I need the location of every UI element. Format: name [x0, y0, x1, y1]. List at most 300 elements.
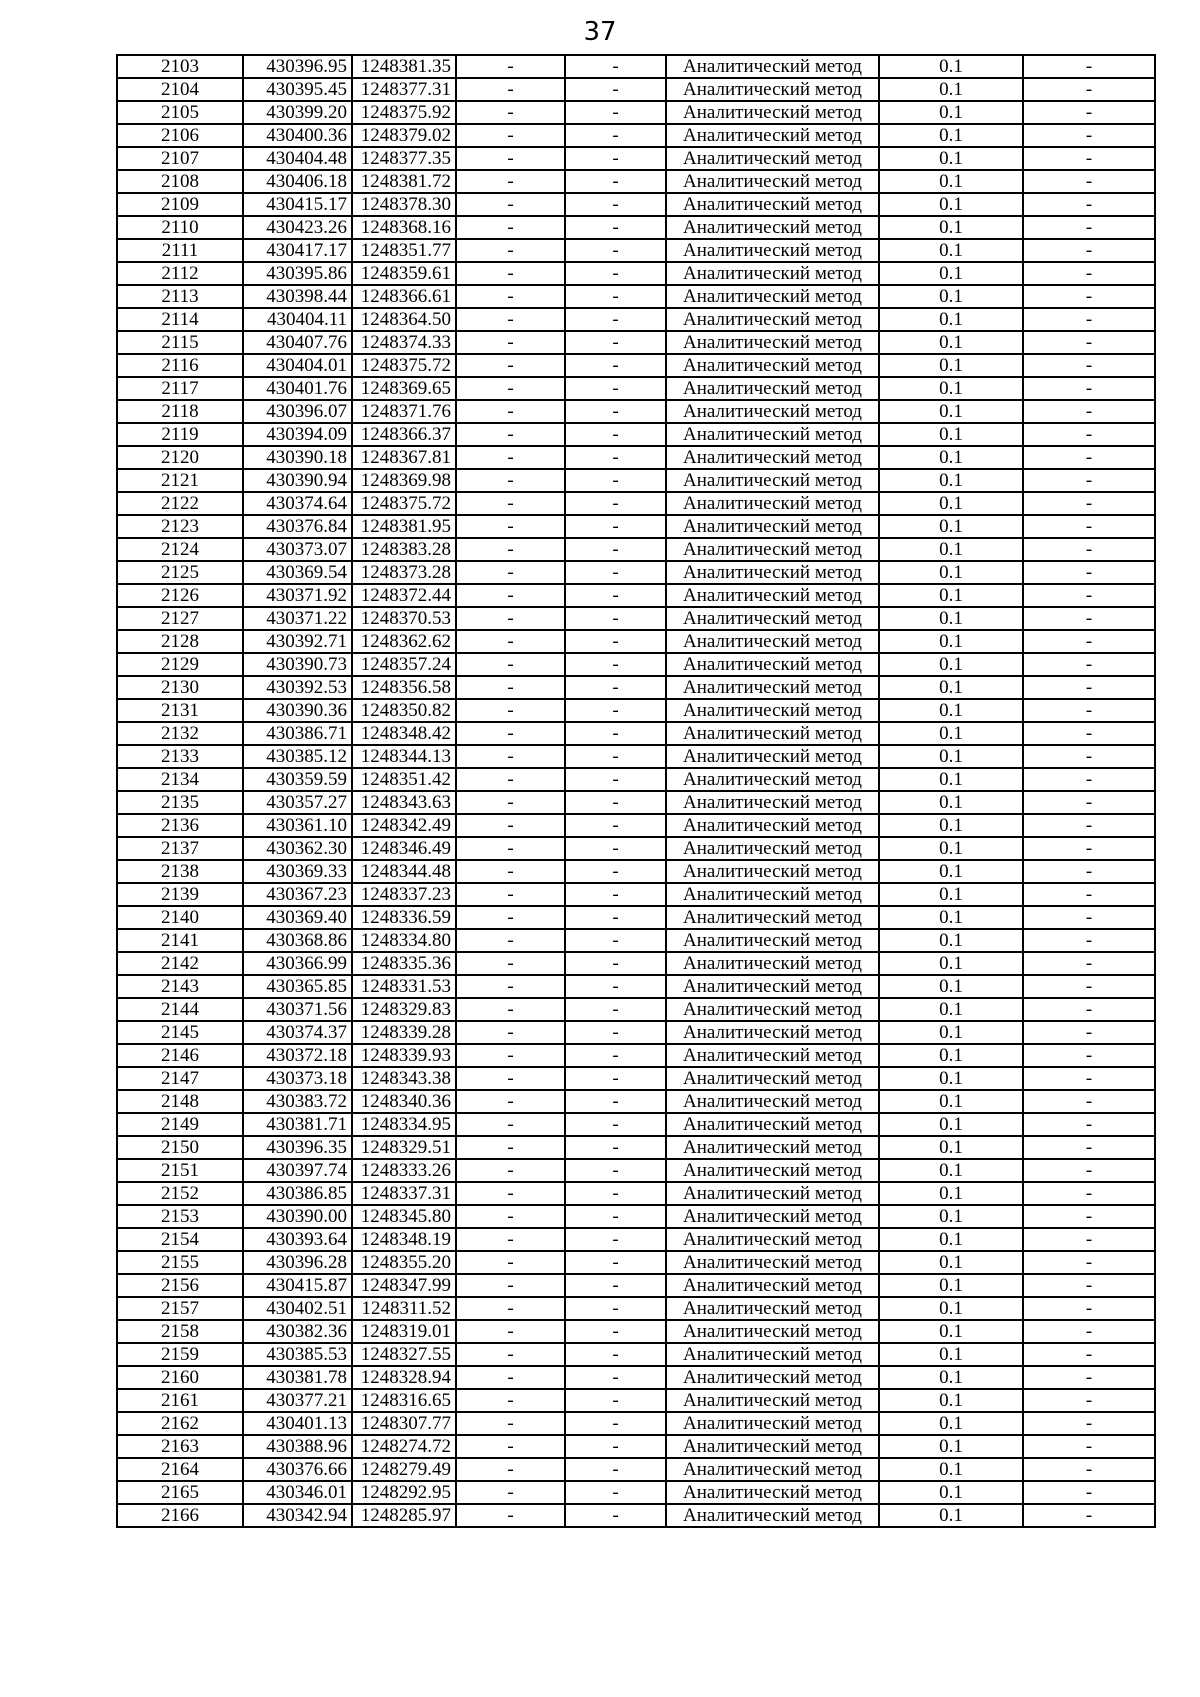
empty-value-cell: -	[1023, 952, 1155, 975]
empty-value-cell: -	[565, 1412, 666, 1435]
x-coordinate-cell: 430392.71	[243, 630, 352, 653]
empty-value-cell: -	[1023, 1021, 1155, 1044]
method-cell: Аналитический метод	[666, 860, 879, 883]
x-coordinate-cell: 430394.09	[243, 423, 352, 446]
point-number-cell: 2150	[117, 1136, 243, 1159]
empty-value-cell: -	[1023, 262, 1155, 285]
empty-value-cell: -	[565, 630, 666, 653]
y-coordinate-cell: 1248344.13	[352, 745, 456, 768]
table-row	[117, 768, 1155, 791]
point-number-cell: 2115	[117, 331, 243, 354]
empty-value-cell: -	[1023, 331, 1155, 354]
point-number-cell: 2157	[117, 1297, 243, 1320]
point-number-cell: 2156	[117, 1274, 243, 1297]
empty-value-cell: -	[1023, 423, 1155, 446]
method-cell: Аналитический метод	[666, 538, 879, 561]
y-coordinate-cell: 1248375.72	[352, 354, 456, 377]
empty-value-cell: -	[456, 1343, 565, 1366]
x-coordinate-cell: 430396.07	[243, 400, 352, 423]
accuracy-cell: 0.1	[879, 78, 1023, 101]
empty-value-cell: -	[565, 1504, 666, 1527]
table-row	[117, 1136, 1155, 1159]
empty-value-cell: -	[565, 124, 666, 147]
empty-value-cell: -	[565, 492, 666, 515]
table-row	[117, 1021, 1155, 1044]
x-coordinate-cell: 430390.18	[243, 446, 352, 469]
table-row	[117, 354, 1155, 377]
empty-value-cell: -	[1023, 216, 1155, 239]
x-coordinate-cell: 430346.01	[243, 1481, 352, 1504]
empty-value-cell: -	[456, 722, 565, 745]
empty-value-cell: -	[456, 1481, 565, 1504]
point-number-cell: 2153	[117, 1205, 243, 1228]
empty-value-cell: -	[1023, 101, 1155, 124]
y-coordinate-cell: 1248339.28	[352, 1021, 456, 1044]
y-coordinate-cell: 1248319.01	[352, 1320, 456, 1343]
y-coordinate-cell: 1248337.23	[352, 883, 456, 906]
empty-value-cell: -	[565, 538, 666, 561]
y-coordinate-cell: 1248381.72	[352, 170, 456, 193]
point-number-cell: 2132	[117, 722, 243, 745]
y-coordinate-cell: 1248350.82	[352, 699, 456, 722]
accuracy-cell: 0.1	[879, 262, 1023, 285]
accuracy-cell: 0.1	[879, 400, 1023, 423]
method-cell: Аналитический метод	[666, 193, 879, 216]
x-coordinate-cell: 430359.59	[243, 768, 352, 791]
empty-value-cell: -	[456, 377, 565, 400]
accuracy-cell: 0.1	[879, 768, 1023, 791]
page-number: 37	[583, 17, 617, 47]
x-coordinate-cell: 430401.13	[243, 1412, 352, 1435]
x-coordinate-cell: 430402.51	[243, 1297, 352, 1320]
point-number-cell: 2144	[117, 998, 243, 1021]
table-row	[117, 1481, 1155, 1504]
empty-value-cell: -	[1023, 147, 1155, 170]
method-cell: Аналитический метод	[666, 653, 879, 676]
point-number-cell: 2103	[117, 55, 243, 78]
accuracy-cell: 0.1	[879, 354, 1023, 377]
empty-value-cell: -	[1023, 607, 1155, 630]
table-row	[117, 998, 1155, 1021]
point-number-cell: 2142	[117, 952, 243, 975]
empty-value-cell: -	[1023, 1320, 1155, 1343]
point-number-cell: 2165	[117, 1481, 243, 1504]
point-number-cell: 2145	[117, 1021, 243, 1044]
table-row	[117, 1297, 1155, 1320]
empty-value-cell: -	[456, 423, 565, 446]
y-coordinate-cell: 1248335.36	[352, 952, 456, 975]
empty-value-cell: -	[565, 929, 666, 952]
empty-value-cell: -	[565, 975, 666, 998]
empty-value-cell: -	[565, 400, 666, 423]
x-coordinate-cell: 430357.27	[243, 791, 352, 814]
method-cell: Аналитический метод	[666, 1389, 879, 1412]
empty-value-cell: -	[456, 331, 565, 354]
accuracy-cell: 0.1	[879, 1136, 1023, 1159]
method-cell: Аналитический метод	[666, 1343, 879, 1366]
y-coordinate-cell: 1248369.65	[352, 377, 456, 400]
point-number-cell: 2166	[117, 1504, 243, 1527]
x-coordinate-cell: 430368.86	[243, 929, 352, 952]
accuracy-cell: 0.1	[879, 676, 1023, 699]
empty-value-cell: -	[565, 584, 666, 607]
table-row	[117, 653, 1155, 676]
y-coordinate-cell: 1248344.48	[352, 860, 456, 883]
method-cell: Аналитический метод	[666, 929, 879, 952]
empty-value-cell: -	[456, 1274, 565, 1297]
table-row	[117, 446, 1155, 469]
x-coordinate-cell: 430367.23	[243, 883, 352, 906]
y-coordinate-cell: 1248368.16	[352, 216, 456, 239]
accuracy-cell: 0.1	[879, 101, 1023, 124]
table-row	[117, 78, 1155, 101]
method-cell: Аналитический метод	[666, 952, 879, 975]
point-number-cell: 2114	[117, 308, 243, 331]
y-coordinate-cell: 1248377.35	[352, 147, 456, 170]
point-number-cell: 2108	[117, 170, 243, 193]
y-coordinate-cell: 1248381.35	[352, 55, 456, 78]
empty-value-cell: -	[1023, 584, 1155, 607]
point-number-cell: 2112	[117, 262, 243, 285]
y-coordinate-cell: 1248343.38	[352, 1067, 456, 1090]
x-coordinate-cell: 430371.92	[243, 584, 352, 607]
accuracy-cell: 0.1	[879, 1228, 1023, 1251]
y-coordinate-cell: 1248377.31	[352, 78, 456, 101]
y-coordinate-cell: 1248369.98	[352, 469, 456, 492]
y-coordinate-cell: 1248371.76	[352, 400, 456, 423]
empty-value-cell: -	[1023, 1412, 1155, 1435]
x-coordinate-cell: 430373.07	[243, 538, 352, 561]
table-row	[117, 1389, 1155, 1412]
empty-value-cell: -	[565, 676, 666, 699]
accuracy-cell: 0.1	[879, 998, 1023, 1021]
x-coordinate-cell: 430369.54	[243, 561, 352, 584]
y-coordinate-cell: 1248374.33	[352, 331, 456, 354]
accuracy-cell: 0.1	[879, 446, 1023, 469]
x-coordinate-cell: 430400.36	[243, 124, 352, 147]
accuracy-cell: 0.1	[879, 837, 1023, 860]
point-number-cell: 2155	[117, 1251, 243, 1274]
point-number-cell: 2121	[117, 469, 243, 492]
empty-value-cell: -	[456, 791, 565, 814]
x-coordinate-cell: 430390.36	[243, 699, 352, 722]
method-cell: Аналитический метод	[666, 837, 879, 860]
accuracy-cell: 0.1	[879, 377, 1023, 400]
method-cell: Аналитический метод	[666, 469, 879, 492]
x-coordinate-cell: 430376.66	[243, 1458, 352, 1481]
empty-value-cell: -	[565, 607, 666, 630]
empty-value-cell: -	[1023, 377, 1155, 400]
table-row	[117, 1251, 1155, 1274]
x-coordinate-cell: 430393.64	[243, 1228, 352, 1251]
y-coordinate-cell: 1248375.92	[352, 101, 456, 124]
empty-value-cell: -	[565, 1297, 666, 1320]
empty-value-cell: -	[456, 492, 565, 515]
point-number-cell: 2135	[117, 791, 243, 814]
table-row	[117, 515, 1155, 538]
method-cell: Аналитический метод	[666, 239, 879, 262]
x-coordinate-cell: 430396.35	[243, 1136, 352, 1159]
y-coordinate-cell: 1248362.62	[352, 630, 456, 653]
method-cell: Аналитический метод	[666, 492, 879, 515]
empty-value-cell: -	[1023, 883, 1155, 906]
method-cell: Аналитический метод	[666, 377, 879, 400]
y-coordinate-cell: 1248379.02	[352, 124, 456, 147]
empty-value-cell: -	[565, 1481, 666, 1504]
table-row	[117, 1090, 1155, 1113]
table-row	[117, 331, 1155, 354]
empty-value-cell: -	[456, 262, 565, 285]
empty-value-cell: -	[1023, 1366, 1155, 1389]
table-row	[117, 400, 1155, 423]
y-coordinate-cell: 1248346.49	[352, 837, 456, 860]
empty-value-cell: -	[1023, 124, 1155, 147]
table-row	[117, 538, 1155, 561]
method-cell: Аналитический метод	[666, 1274, 879, 1297]
empty-value-cell: -	[1023, 998, 1155, 1021]
y-coordinate-cell: 1248285.97	[352, 1504, 456, 1527]
accuracy-cell: 0.1	[879, 929, 1023, 952]
point-number-cell: 2113	[117, 285, 243, 308]
table-row	[117, 55, 1155, 78]
table-row	[117, 1205, 1155, 1228]
y-coordinate-cell: 1248383.28	[352, 538, 456, 561]
empty-value-cell: -	[456, 1504, 565, 1527]
method-cell: Аналитический метод	[666, 170, 879, 193]
empty-value-cell: -	[565, 1435, 666, 1458]
empty-value-cell: -	[456, 1320, 565, 1343]
method-cell: Аналитический метод	[666, 607, 879, 630]
empty-value-cell: -	[1023, 1274, 1155, 1297]
empty-value-cell: -	[565, 308, 666, 331]
empty-value-cell: -	[565, 285, 666, 308]
empty-value-cell: -	[1023, 929, 1155, 952]
empty-value-cell: -	[1023, 1067, 1155, 1090]
method-cell: Аналитический метод	[666, 308, 879, 331]
empty-value-cell: -	[456, 906, 565, 929]
accuracy-cell: 0.1	[879, 975, 1023, 998]
table-row	[117, 262, 1155, 285]
table-row	[117, 170, 1155, 193]
empty-value-cell: -	[456, 78, 565, 101]
y-coordinate-cell: 1248372.44	[352, 584, 456, 607]
table-row	[117, 216, 1155, 239]
point-number-cell: 2116	[117, 354, 243, 377]
x-coordinate-cell: 430399.20	[243, 101, 352, 124]
empty-value-cell: -	[565, 262, 666, 285]
accuracy-cell: 0.1	[879, 147, 1023, 170]
table-row	[117, 469, 1155, 492]
empty-value-cell: -	[565, 1320, 666, 1343]
table-row	[117, 124, 1155, 147]
table-row	[117, 1320, 1155, 1343]
point-number-cell: 2131	[117, 699, 243, 722]
empty-value-cell: -	[456, 584, 565, 607]
y-coordinate-cell: 1248311.52	[352, 1297, 456, 1320]
x-coordinate-cell: 430406.18	[243, 170, 352, 193]
empty-value-cell: -	[1023, 354, 1155, 377]
method-cell: Аналитический метод	[666, 1113, 879, 1136]
method-cell: Аналитический метод	[666, 883, 879, 906]
accuracy-cell: 0.1	[879, 1504, 1023, 1527]
empty-value-cell: -	[456, 354, 565, 377]
y-coordinate-cell: 1248370.53	[352, 607, 456, 630]
y-coordinate-cell: 1248378.30	[352, 193, 456, 216]
method-cell: Аналитический метод	[666, 699, 879, 722]
empty-value-cell: -	[456, 860, 565, 883]
empty-value-cell: -	[456, 630, 565, 653]
accuracy-cell: 0.1	[879, 722, 1023, 745]
y-coordinate-cell: 1248351.42	[352, 768, 456, 791]
empty-value-cell: -	[456, 1067, 565, 1090]
table-row	[117, 1274, 1155, 1297]
empty-value-cell: -	[1023, 1458, 1155, 1481]
empty-value-cell: -	[1023, 1090, 1155, 1113]
accuracy-cell: 0.1	[879, 1044, 1023, 1067]
x-coordinate-cell: 430398.44	[243, 285, 352, 308]
method-cell: Аналитический метод	[666, 630, 879, 653]
point-number-cell: 2159	[117, 1343, 243, 1366]
point-number-cell: 2138	[117, 860, 243, 883]
empty-value-cell: -	[1023, 538, 1155, 561]
method-cell: Аналитический метод	[666, 722, 879, 745]
x-coordinate-cell: 430404.48	[243, 147, 352, 170]
x-coordinate-cell: 430395.45	[243, 78, 352, 101]
x-coordinate-cell: 430365.85	[243, 975, 352, 998]
empty-value-cell: -	[565, 1090, 666, 1113]
accuracy-cell: 0.1	[879, 1113, 1023, 1136]
method-cell: Аналитический метод	[666, 1182, 879, 1205]
accuracy-cell: 0.1	[879, 239, 1023, 262]
table-row	[117, 745, 1155, 768]
empty-value-cell: -	[1023, 285, 1155, 308]
point-number-cell: 2127	[117, 607, 243, 630]
empty-value-cell: -	[1023, 561, 1155, 584]
y-coordinate-cell: 1248336.59	[352, 906, 456, 929]
point-number-cell: 2148	[117, 1090, 243, 1113]
y-coordinate-cell: 1248356.58	[352, 676, 456, 699]
table-row	[117, 1044, 1155, 1067]
point-number-cell: 2141	[117, 929, 243, 952]
table-row	[117, 1159, 1155, 1182]
table-row	[117, 975, 1155, 998]
empty-value-cell: -	[565, 1021, 666, 1044]
method-cell: Аналитический метод	[666, 1044, 879, 1067]
empty-value-cell: -	[565, 1136, 666, 1159]
method-cell: Аналитический метод	[666, 216, 879, 239]
method-cell: Аналитический метод	[666, 998, 879, 1021]
empty-value-cell: -	[456, 768, 565, 791]
x-coordinate-cell: 430372.18	[243, 1044, 352, 1067]
x-coordinate-cell: 430404.01	[243, 354, 352, 377]
method-cell: Аналитический метод	[666, 1136, 879, 1159]
accuracy-cell: 0.1	[879, 469, 1023, 492]
empty-value-cell: -	[565, 1205, 666, 1228]
point-number-cell: 2136	[117, 814, 243, 837]
empty-value-cell: -	[565, 1366, 666, 1389]
method-cell: Аналитический метод	[666, 1159, 879, 1182]
empty-value-cell: -	[456, 469, 565, 492]
y-coordinate-cell: 1248279.49	[352, 1458, 456, 1481]
empty-value-cell: -	[1023, 1435, 1155, 1458]
empty-value-cell: -	[456, 1136, 565, 1159]
empty-value-cell: -	[1023, 1205, 1155, 1228]
point-number-cell: 2164	[117, 1458, 243, 1481]
accuracy-cell: 0.1	[879, 653, 1023, 676]
method-cell: Аналитический метод	[666, 1067, 879, 1090]
x-coordinate-cell: 430386.85	[243, 1182, 352, 1205]
empty-value-cell: -	[565, 446, 666, 469]
empty-value-cell: -	[456, 400, 565, 423]
empty-value-cell: -	[456, 929, 565, 952]
accuracy-cell: 0.1	[879, 1182, 1023, 1205]
empty-value-cell: -	[456, 538, 565, 561]
x-coordinate-cell: 430395.86	[243, 262, 352, 285]
empty-value-cell: -	[1023, 1251, 1155, 1274]
x-coordinate-cell: 430390.94	[243, 469, 352, 492]
accuracy-cell: 0.1	[879, 1297, 1023, 1320]
empty-value-cell: -	[1023, 1228, 1155, 1251]
empty-value-cell: -	[456, 285, 565, 308]
empty-value-cell: -	[1023, 1044, 1155, 1067]
empty-value-cell: -	[456, 745, 565, 768]
empty-value-cell: -	[1023, 400, 1155, 423]
point-number-cell: 2122	[117, 492, 243, 515]
empty-value-cell: -	[565, 515, 666, 538]
empty-value-cell: -	[565, 1159, 666, 1182]
x-coordinate-cell: 430383.72	[243, 1090, 352, 1113]
method-cell: Аналитический метод	[666, 124, 879, 147]
accuracy-cell: 0.1	[879, 791, 1023, 814]
accuracy-cell: 0.1	[879, 1251, 1023, 1274]
accuracy-cell: 0.1	[879, 124, 1023, 147]
empty-value-cell: -	[456, 147, 565, 170]
empty-value-cell: -	[565, 1044, 666, 1067]
empty-value-cell: -	[565, 216, 666, 239]
empty-value-cell: -	[1023, 722, 1155, 745]
empty-value-cell: -	[565, 561, 666, 584]
table-row	[117, 906, 1155, 929]
point-number-cell: 2160	[117, 1366, 243, 1389]
empty-value-cell: -	[565, 55, 666, 78]
empty-value-cell: -	[1023, 1297, 1155, 1320]
empty-value-cell: -	[1023, 55, 1155, 78]
empty-value-cell: -	[565, 1067, 666, 1090]
table-row	[117, 584, 1155, 607]
method-cell: Аналитический метод	[666, 423, 879, 446]
x-coordinate-cell: 430373.18	[243, 1067, 352, 1090]
table-row	[117, 193, 1155, 216]
empty-value-cell: -	[456, 837, 565, 860]
empty-value-cell: -	[565, 239, 666, 262]
y-coordinate-cell: 1248367.81	[352, 446, 456, 469]
y-coordinate-cell: 1248355.20	[352, 1251, 456, 1274]
table-row	[117, 676, 1155, 699]
point-number-cell: 2143	[117, 975, 243, 998]
accuracy-cell: 0.1	[879, 906, 1023, 929]
accuracy-cell: 0.1	[879, 1435, 1023, 1458]
empty-value-cell: -	[456, 193, 565, 216]
x-coordinate-cell: 430369.33	[243, 860, 352, 883]
accuracy-cell: 0.1	[879, 1320, 1023, 1343]
x-coordinate-cell: 430362.30	[243, 837, 352, 860]
empty-value-cell: -	[565, 1113, 666, 1136]
accuracy-cell: 0.1	[879, 538, 1023, 561]
x-coordinate-cell: 430404.11	[243, 308, 352, 331]
method-cell: Аналитический метод	[666, 584, 879, 607]
empty-value-cell: -	[565, 998, 666, 1021]
empty-value-cell: -	[565, 791, 666, 814]
